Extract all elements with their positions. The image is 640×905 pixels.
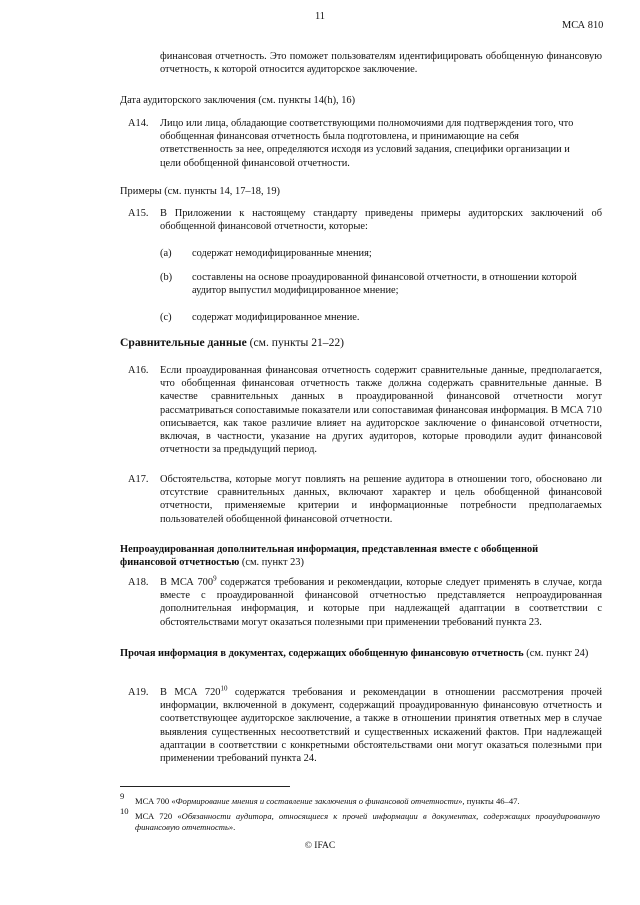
para-a18 [160,576,602,629]
section-heading-unaudited [120,543,590,569]
footnote-suffix: », пункты 46–47. [458,796,520,806]
para-a15: В Приложении к настоящему стандарту приведены примеры аудиторских заключений об обобщенной финансовой отчетности, которые: [160,208,602,233]
list-marker-c: (c) [160,312,172,323]
footnote-number-10: 10 [120,806,129,816]
footnote-10 [135,811,600,833]
list-item-a: содержат немодифицированные мнения; [192,248,372,259]
heading-reference: (см. пункты 21–22) [246,336,345,349]
para-a16: Если проаудированная финансовая отчетность содержит сравнительные данные, предполагается, что обобщенная финансовая отчетность также должна содержать сравнительные данные. В качестве сравнительных данных в проаудированной финансовой отчетности могут рассматриваться сопоставимые показатели или сопоставимая финансовая информация. В МСА 710 описывается, как такое различие влияет на аудиторское заключение о финансовой отчетности, включая, в частности, указание на других аудиторов, которые проводили аудит финансовой отчетности за предыдущий период. [160,365,602,456]
footnote-suffix: ». [228,822,236,832]
heading-reference: (см. пункт 24) [523,648,589,659]
footnote-divider [120,786,290,787]
para-a19 [160,686,602,765]
footnote-prefix: МСА 720 « [135,811,182,821]
para-a19-start: В МСА 720 [160,687,221,698]
para-a18-start: В МСА 700 [160,577,214,588]
para-label-a14: A14. [128,118,149,129]
section-heading-examples: Примеры (см. пункты 14, 17–18, 19) [120,186,281,197]
list-item-b: составлены на основе проаудированной финансовой отчетности, в отношении которой аудитор выпустил модифицированное мнение; [192,272,577,297]
section-heading-other-info [120,647,590,660]
para-label-a15: A15. [128,208,149,219]
list-marker-b: (b) [160,272,173,283]
footnote-title: Обязанности аудитора, относящиеся к прочей информации в документах, содержащих проаудированную финансовую отчетность [135,811,600,832]
heading-title: Сравнительные данные [120,336,247,349]
footnote-ref-9: 9 [213,574,217,583]
footnote-number-9: 9 [120,791,125,801]
section-heading-comparative [120,336,344,349]
standard-code: МСА 810 [562,20,604,31]
para-a19-rest: содержатся требования и рекомендации в отношении рассмотрения прочей информации, включенной в документ, содержащий проаудированную финансовую отчетность и соответствующее аудиторское заключение, а также в отношении принятия ответных мер в случае выявления существенных несоответствий и существенных искажений фактов. При надлежащей адаптации в соответствии с конкретными обстоятельствами они могут оказаться полезными при применении требований пункта 24. [160,687,603,765]
page-number: 11 [314,11,325,22]
para-label-a18: A18. [128,577,149,588]
heading-reference: (см. пункт 23) [239,557,304,569]
list-marker-a: (a) [160,248,172,259]
footnote-title: Формирование мнения и составление заключения о финансовой отчетности [175,796,459,806]
list-item-c: содержат модифицированное мнение. [192,312,360,323]
para-label-a17: A17. [128,474,149,485]
copyright: © IFAC [304,841,336,851]
footnote-9 [135,796,595,807]
section-heading-date: Дата аудиторского заключения (см. пункты 14(h), 16) [120,95,356,106]
footnote-prefix: МСА 700 « [135,796,176,806]
intro-text: финансовая отчетность. Это поможет пользователям идентифицировать обобщенную финансовую отчетность, к которой относится аудиторское заключение. [160,51,602,76]
para-a18-rest: содержатся требования и рекомендации, которые следует применять в случае, когда вместе с проаудированной финансовой отчетностью представляется непроаудированная дополнительная информация, и которые при надлежащей адаптации в соответствии с обстоятельствами могут оказаться полезными при применении требований пункта 23. [160,577,602,628]
para-label-a19: A19. [128,687,149,698]
heading-title: Непроаудированная дополнительная информация, представленная вместе с обобщенной финансовой отчетностью [120,544,539,569]
para-a17: Обстоятельства, которые могут повлиять на решение аудитора в отношении того, обосновано ли отсутствие сравнительных данных, включают характер и цель обобщенной финансовой отчетности, применяемые критерии и информационные потребности предполагаемых пользователей обобщенной финансовой отчетности. [160,474,602,525]
footnote-ref-10: 10 [220,684,228,693]
heading-title: Прочая информация в документах, содержащих обобщенную финансовую отчетность [120,648,524,659]
para-a14: Лицо или лица, обладающие соответствующими полномочиями для подтверждения того, что обобщенная финансовая отчетность была подготовлена, и принимающие на себя ответственность за нее, определяются исходя из условий задания, специфики организации и цели обобщенной финансовой отчетности. [160,118,574,169]
para-label-a16: A16. [128,365,149,376]
